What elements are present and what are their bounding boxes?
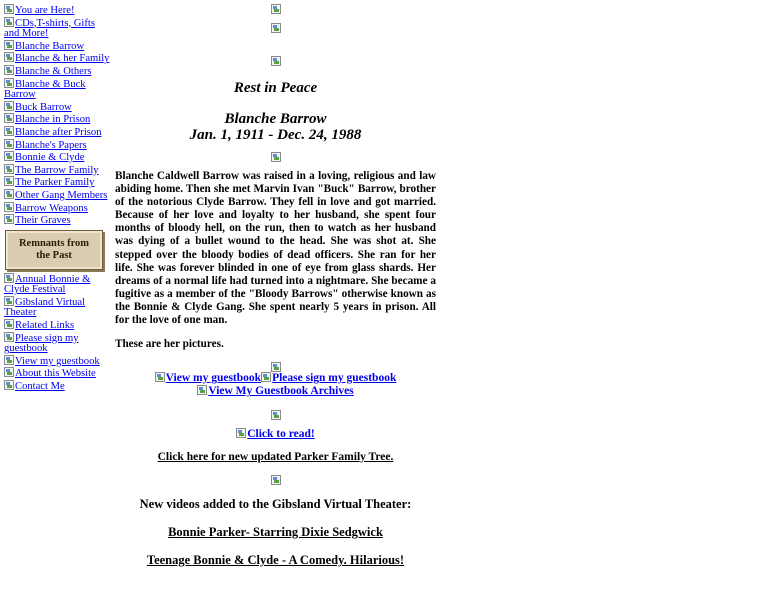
- broken-image-icon: [4, 202, 14, 212]
- guestbook-archives-link[interactable]: View My Guestbook Archives: [197, 385, 353, 397]
- broken-image-icon: [271, 23, 281, 33]
- broken-image-icon: [4, 189, 14, 199]
- nav-their-graves[interactable]: Their Graves: [4, 214, 112, 227]
- broken-image-icon: [271, 4, 281, 14]
- broken-image-icon: [271, 56, 281, 66]
- broken-image-icon: [4, 164, 14, 174]
- view-guestbook-link[interactable]: View my guestbook: [155, 372, 261, 384]
- broken-image-icon: [4, 332, 14, 342]
- nav-blanche-family[interactable]: Blanche & her Family: [4, 52, 112, 65]
- nav-sign-guestbook[interactable]: Please sign my guestbook: [4, 332, 79, 355]
- nav-about-website[interactable]: About this Website: [4, 367, 112, 380]
- broken-image-icon: [4, 367, 14, 377]
- broken-image-icon: [261, 372, 271, 382]
- broken-image-icon: [4, 4, 14, 14]
- broken-image-icon: [4, 176, 14, 186]
- broken-image-icon: [4, 65, 14, 75]
- nav-related-links[interactable]: Related Links: [4, 319, 112, 332]
- sign-guestbook-link[interactable]: Please sign my guestbook: [261, 372, 396, 384]
- broken-image-icon: [271, 152, 281, 162]
- nav-buck-barrow[interactable]: Buck Barrow: [4, 101, 112, 114]
- broken-image-icon: [4, 40, 14, 50]
- broken-image-icon: [4, 78, 14, 88]
- nav-blanche-prison[interactable]: Blanche in Prison: [4, 113, 112, 126]
- remnants-from-the-past-banner[interactable]: Remnants from the Past: [5, 230, 103, 270]
- nav-virtual-theater[interactable]: Gibsland Virtual Theater: [4, 296, 86, 319]
- nav-cds-tshirts[interactable]: CDs,T-shirts, Gifts and More!: [4, 17, 95, 40]
- click-to-read-link[interactable]: Click to read!: [236, 428, 315, 440]
- biography-paragraph: Blanche Caldwell Barrow was raised in a loving, religious and law abiding home. Then she met Marvin Ivan "Buck" Barrow, brother of the notorious Clyde Barrow. They fell in love and got married. Because of her love and loyalty to her husband, she spent four months of bloody hell, on the run, then to watch as her husband was dying of a bullet wound to the head. She was shot at. She stepped over the bloody bodies of dead officers. She ran for her life. She was forever blinded in one of eye from glass shards. Her dreams of a normal life had turned into a nightmare. She became a fugitive as a member of the "Bloody Barrows" otherwise known as the Bonnie & Clyde Gang. She spent nearly 5 years in prison. All for the love of one man.: [115, 170, 436, 327]
- nav-blanche-others[interactable]: Blanche & Others: [4, 65, 112, 78]
- broken-image-icon: [4, 273, 14, 283]
- main-content: [115, 4, 436, 567]
- broken-image-icon: [4, 151, 14, 161]
- broken-image-icon: [4, 296, 14, 306]
- nav-view-guestbook[interactable]: View my guestbook: [4, 355, 112, 368]
- broken-image-icon: [271, 362, 281, 372]
- memorial-dates: Jan. 1, 1911 - Dec. 24, 1988: [189, 127, 362, 143]
- broken-image-icon: [4, 126, 14, 136]
- broken-image-icon: [271, 475, 281, 485]
- nav-you-are-here[interactable]: You are Here!: [4, 4, 112, 17]
- nav-barrow-family[interactable]: The Barrow Family: [4, 164, 112, 177]
- broken-image-icon: [197, 385, 207, 395]
- nav-festival[interactable]: Annual Bonnie & Clyde Festival: [4, 273, 91, 296]
- broken-image-icon: [4, 113, 14, 123]
- video-teenage-bonnie-clyde-link[interactable]: Teenage Bonnie & Clyde - A Comedy. Hilarious!: [146, 553, 405, 568]
- broken-image-icon: [4, 17, 14, 27]
- nav-blanche-papers[interactable]: Blanche's Papers: [4, 139, 112, 152]
- broken-image-icon: [4, 52, 14, 62]
- parker-family-tree-link[interactable]: Click here for new updated Parker Family Tree.: [157, 451, 394, 464]
- nav-blanche-barrow[interactable]: Blanche Barrow: [4, 40, 112, 53]
- broken-image-icon: [4, 355, 14, 365]
- nav-bonnie-clyde[interactable]: Bonnie & Clyde: [4, 151, 112, 164]
- broken-image-icon: [4, 101, 14, 111]
- left-nav: [4, 4, 112, 393]
- nav-blanche-after-prison[interactable]: Blanche after Prison: [4, 126, 112, 139]
- memorial-name: Blanche Barrow: [224, 111, 327, 127]
- broken-image-icon: [4, 319, 14, 329]
- broken-image-icon: [4, 380, 14, 390]
- nav-parker-family[interactable]: The Parker Family: [4, 176, 112, 189]
- rest-in-peace-heading: Rest in Peace: [233, 80, 318, 96]
- nav-other-gang-members[interactable]: Other Gang Members: [4, 189, 112, 202]
- new-videos-heading: New videos added to the Gibsland Virtual Theater:: [139, 497, 412, 512]
- broken-image-icon: [236, 428, 246, 438]
- broken-image-icon: [4, 214, 14, 224]
- nav-blanche-buck[interactable]: Blanche & Buck Barrow: [4, 78, 86, 101]
- nav-barrow-weapons[interactable]: Barrow Weapons: [4, 202, 112, 215]
- nav-contact-me[interactable]: Contact Me: [4, 380, 112, 393]
- broken-image-icon: [4, 139, 14, 149]
- broken-image-icon: [155, 372, 165, 382]
- pictures-note: These are her pictures.: [115, 338, 224, 351]
- video-bonnie-parker-link[interactable]: Bonnie Parker- Starring Dixie Sedgwick: [168, 525, 383, 540]
- broken-image-icon: [271, 410, 281, 420]
